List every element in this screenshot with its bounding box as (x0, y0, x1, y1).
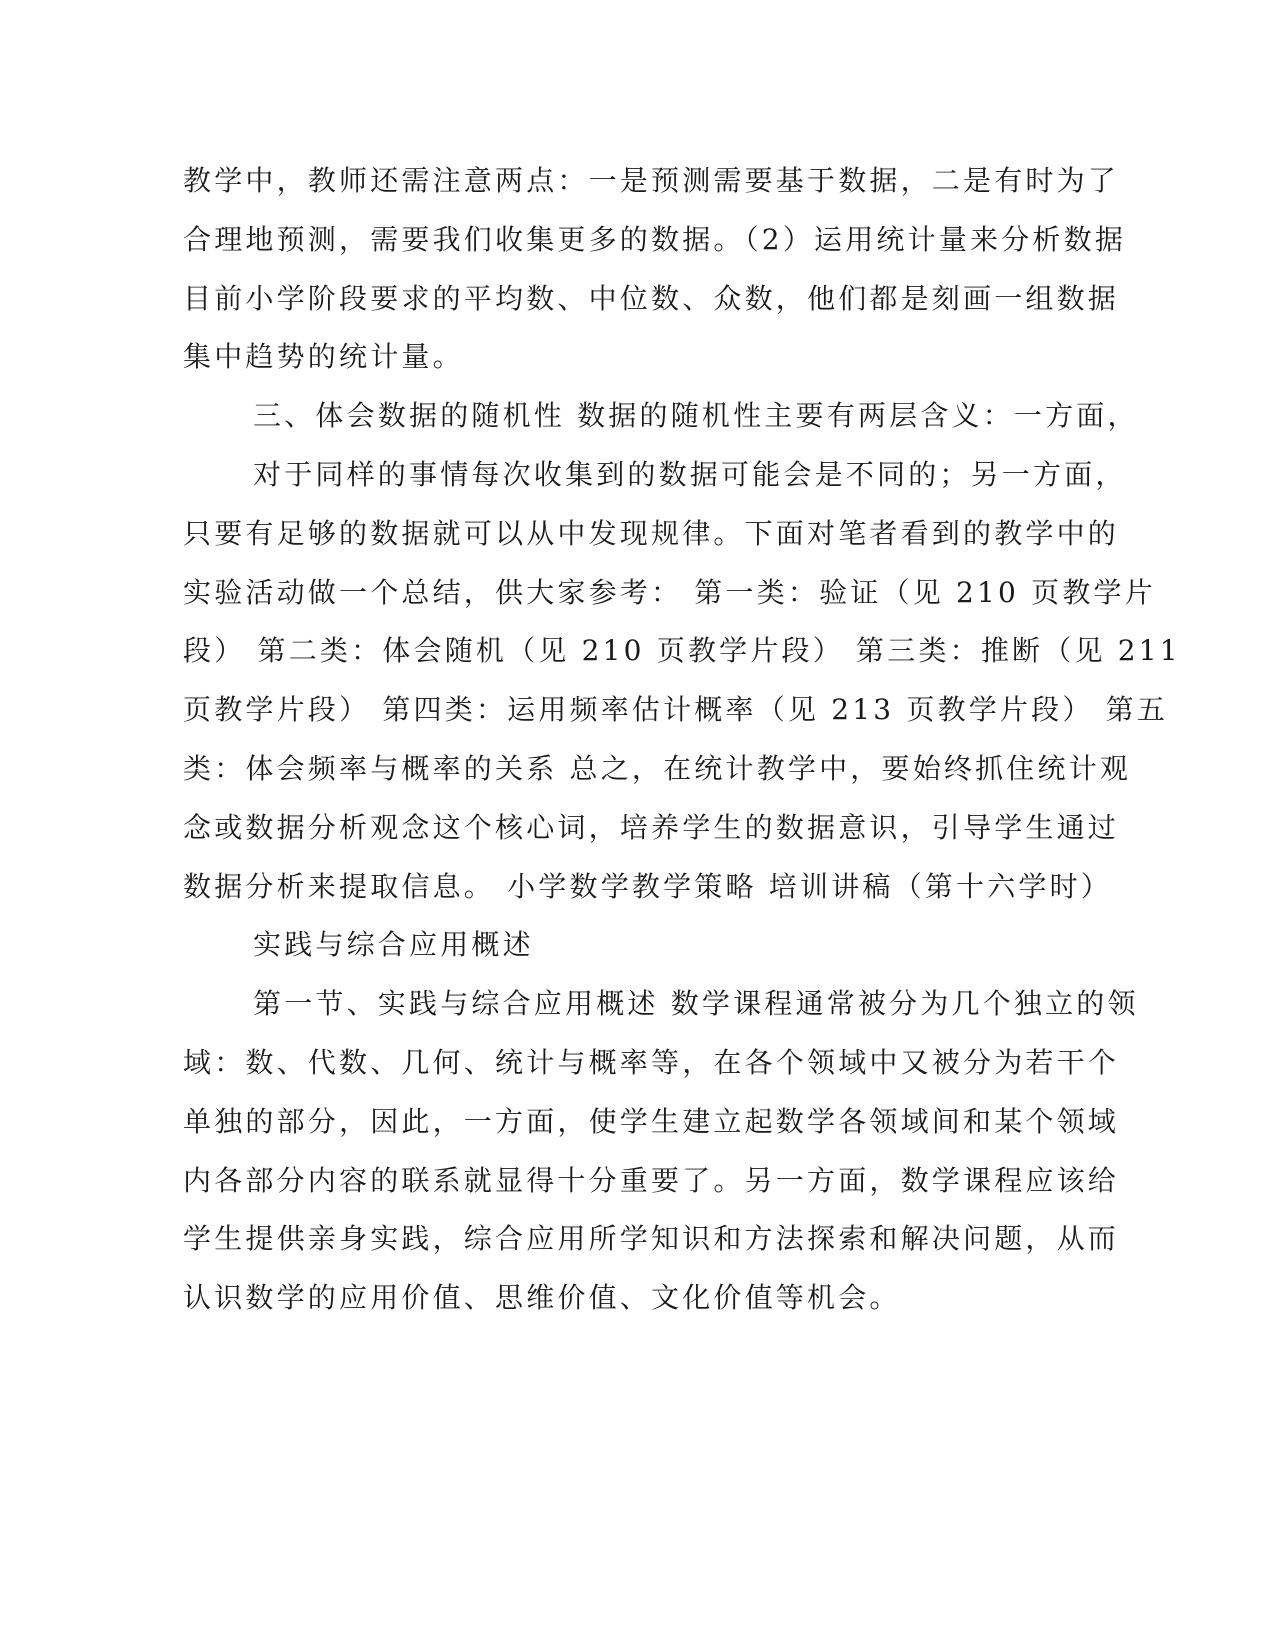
text-line: 念或数据分析观念这个核心词，培养学生的数据意识，引导学生通过 (183, 811, 1120, 844)
text-line: 内各部分内容的联系就显得十分重要了。另一方面，数学课程应该给 (183, 1164, 1120, 1197)
section-heading: 实践与综合应用概述 (253, 928, 534, 961)
text-line: 认识数学的应用价值、思维价值、文化价值等机会。 (183, 1281, 901, 1314)
text-line: 类：体会频率与概率的关系 总之，在统计教学中，要始终抓住统计观 (183, 752, 1132, 785)
text-line: 只要有足够的数据就可以从中发现规律。下面对笔者看到的教学中的 (183, 517, 1120, 550)
text-line: 页教学片段） 第四类：运用频率估计概率（见 213 页教学片段） 第五 (183, 693, 1169, 726)
text-line: 单独的部分，因此，一方面，使学生建立起数学各领域间和某个领域 (183, 1105, 1120, 1138)
text-line: 集中趋势的统计量。 (183, 340, 464, 373)
text-line: 第一节、实践与综合应用概述 数学课程通常被分为几个独立的领 (253, 987, 1139, 1020)
text-line: 对于同样的事情每次收集到的数据可能会是不同的；另一方面， (253, 458, 1127, 491)
text-line: 学生提供亲身实践，综合应用所学知识和方法探索和解决问题，从而 (183, 1222, 1120, 1255)
text-line: 域：数、代数、几何、统计与概率等，在各个领域中又被分为若干个 (183, 1046, 1120, 1079)
text-line: 数据分析来提取信息。 小学数学教学策略 培训讲稿（第十六学时） (183, 870, 1113, 903)
text-line: 段） 第二类：体会随机（见 210 页教学片段） 第三类：推断（见 211 (183, 634, 1181, 667)
text-line: 实验活动做一个总结，供大家参考： 第一类：验证（见 210 页教学片 (183, 576, 1156, 609)
text-line: 目前小学阶段要求的平均数、中位数、众数，他们都是刻画一组数据 (183, 282, 1120, 315)
text-line: 教学中，教师还需注意两点：一是预测需要基于数据，二是有时为了 (183, 164, 1120, 197)
text-line: 合理地预测，需要我们收集更多的数据。（2）运用统计量来分析数据 (183, 223, 1127, 256)
text-line: 三、体会数据的随机性 数据的随机性主要有两层含义：一方面， (253, 399, 1139, 432)
